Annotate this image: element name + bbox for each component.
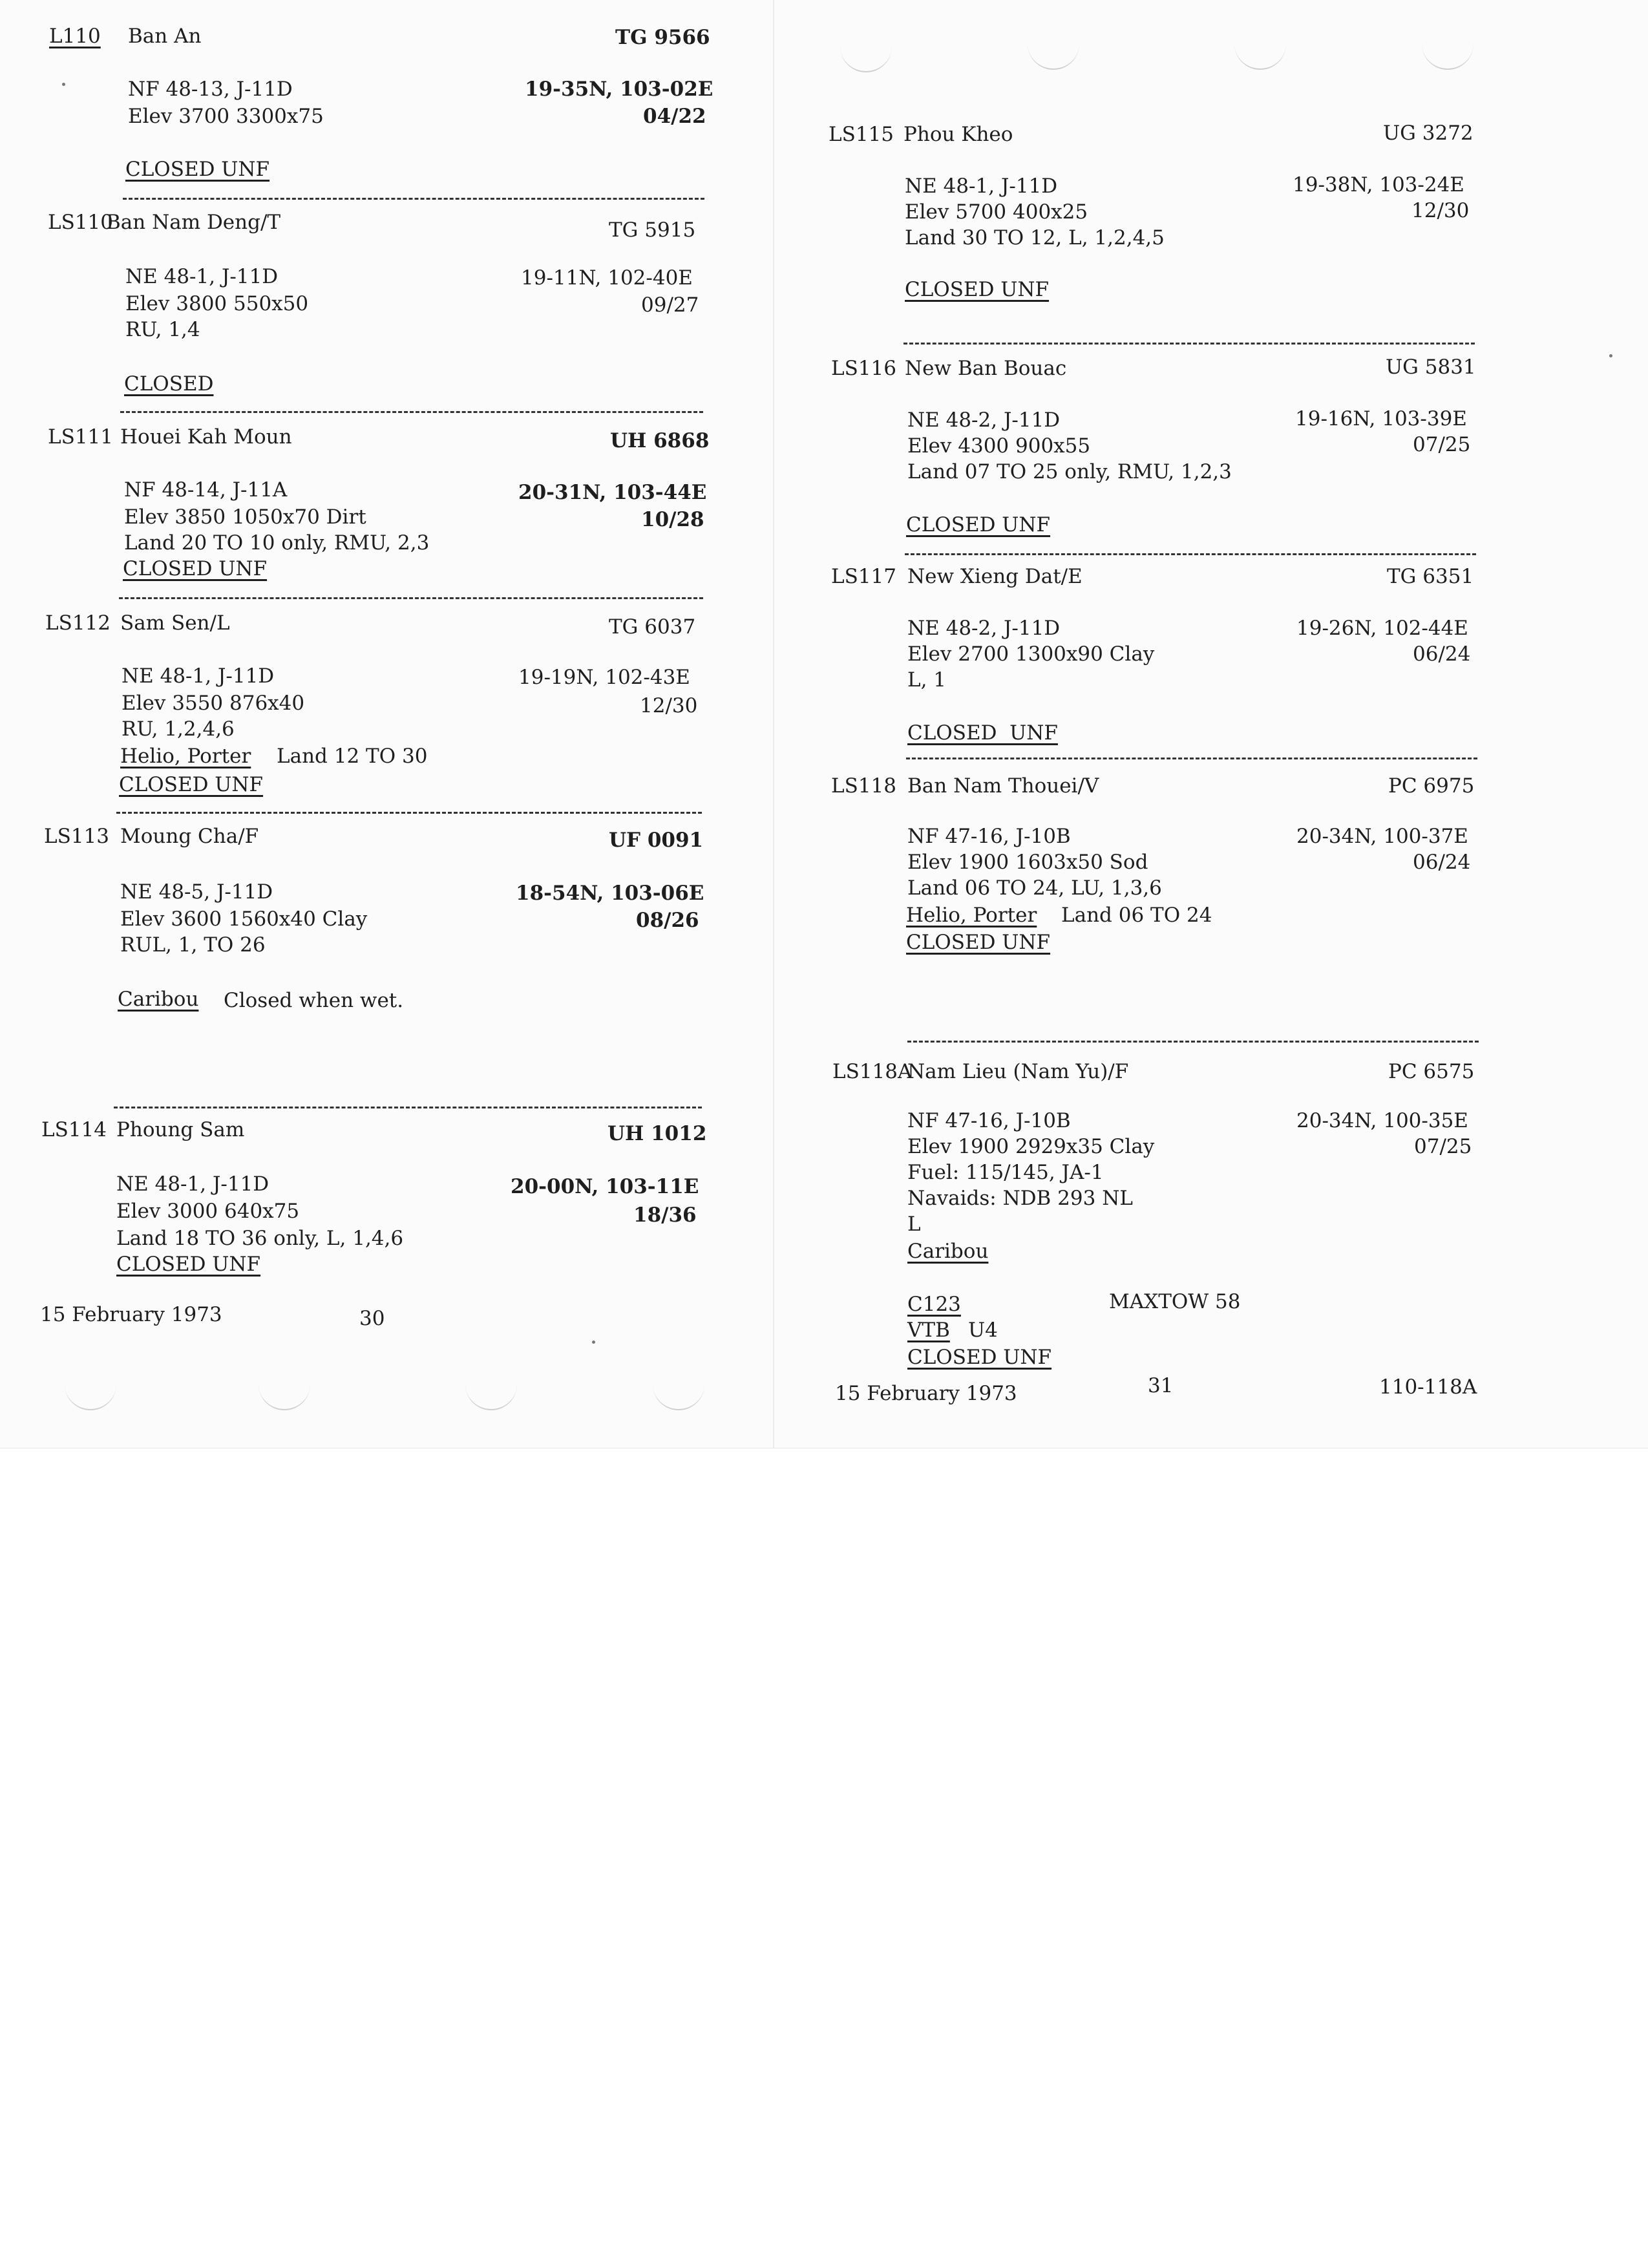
entry-aircraft-type-2: VTB xyxy=(907,1319,950,1342)
footer-date: 15 February 1973 xyxy=(835,1382,1017,1405)
entry-coords: 18-54N, 103-06E xyxy=(516,882,704,905)
entry-name: Phoung Sam xyxy=(116,1118,245,1141)
entry-remarks: RU, 1,2,4,6 xyxy=(121,717,235,741)
entry-elevation: Elev 1900 2929x35 Clay xyxy=(907,1135,1155,1158)
entry-name: Moung Cha/F xyxy=(120,825,259,848)
entry-name: Sam Sen/L xyxy=(120,611,230,635)
entry-status: CLOSED UNF xyxy=(905,278,1050,301)
scan-speck xyxy=(1609,354,1612,357)
entry-aircraft-type-3: U4 xyxy=(968,1319,998,1342)
entry-coords: 19-26N, 102-44E xyxy=(1296,617,1468,640)
entry-chart: NE 48-2, J-11D xyxy=(907,408,1061,432)
entry-id: LS113 xyxy=(44,825,109,848)
entry-coords: 19-35N, 103-02E xyxy=(525,78,713,101)
entry-elevation: Elev 3800 550x50 xyxy=(125,292,309,315)
entry-chart: NE 48-1, J-11D xyxy=(116,1172,269,1196)
entry-grid-ref: UH 6868 xyxy=(610,429,710,452)
entry-runway: 18/36 xyxy=(633,1203,697,1227)
footer-page-number: 30 xyxy=(359,1307,385,1330)
entry-coords: 20-34N, 100-35E xyxy=(1296,1109,1468,1132)
entry-name: New Xieng Dat/E xyxy=(907,565,1083,588)
entry-id: LS118A xyxy=(832,1060,913,1083)
entry-navaids: Navaids: NDB 293 NL xyxy=(907,1187,1133,1210)
entry-grid-ref: TG 6037 xyxy=(609,615,696,639)
entry-id: LS117 xyxy=(831,565,896,588)
entry-remarks: Land 07 TO 25 only, RMU, 1,2,3 xyxy=(907,460,1232,483)
entry-aircraft: Helio, Porter xyxy=(120,745,251,768)
entry-grid-ref: TG 6351 xyxy=(1387,565,1474,588)
entry-remarks: Land 18 TO 36 only, L, 1,4,6 xyxy=(116,1227,404,1250)
entry-coords: 20-34N, 100-37E xyxy=(1296,825,1468,848)
entry-name: New Ban Bouac xyxy=(905,357,1067,380)
left-page xyxy=(0,0,776,1448)
entry-id: LS112 xyxy=(45,611,111,635)
entry-status: CLOSED UNF xyxy=(907,1346,1052,1369)
entry-runway: 09/27 xyxy=(641,293,699,317)
entry-remarks: RU, 1,4 xyxy=(125,318,200,341)
scan-speck xyxy=(62,83,65,86)
entry-coords: 20-00N, 103-11E xyxy=(511,1175,699,1198)
entry-aircraft: Caribou xyxy=(118,988,199,1011)
entry-id: LS116 xyxy=(831,357,896,380)
footer-date: 15 February 1973 xyxy=(40,1303,222,1326)
entry-grid-ref: TG 5915 xyxy=(609,218,696,242)
entry-aircraft-type: C123 xyxy=(907,1293,961,1316)
entry-elevation: Elev 3550 876x40 xyxy=(121,692,305,715)
entry-chart: NF 48-13, J-11D xyxy=(128,78,293,101)
entry-chart: NE 48-1, J-11D xyxy=(905,175,1058,198)
entry-runway: 08/26 xyxy=(636,909,699,932)
entry-status: CLOSED UNF xyxy=(907,721,1058,745)
entry-grid-ref: PC 6575 xyxy=(1388,1060,1475,1083)
entry-runway: 07/25 xyxy=(1413,433,1471,456)
entry-ls118a xyxy=(776,0,1648,1390)
entry-elevation: Elev 1900 1603x50 Sod xyxy=(907,851,1148,874)
entry-runway: 07/25 xyxy=(1414,1135,1472,1158)
entry-ls114 xyxy=(0,0,776,1286)
entry-chart: NE 48-1, J-11D xyxy=(121,664,275,688)
entry-runway: 06/24 xyxy=(1413,642,1471,666)
footer-page-range: 110-118A xyxy=(1379,1375,1477,1399)
entry-grid-ref: PC 6975 xyxy=(1388,774,1475,798)
entry-chart: NF 47-16, J-10B xyxy=(907,825,1071,848)
entry-chart: NF 47-16, J-10B xyxy=(907,1109,1071,1132)
entry-elevation: Elev 3000 640x75 xyxy=(116,1200,300,1223)
entry-runway: 10/28 xyxy=(641,508,704,531)
entry-remarks: Land 20 TO 10 only, RMU, 2,3 xyxy=(124,531,430,555)
scan-speck xyxy=(592,1341,595,1344)
entry-maxtow: MAXTOW 58 xyxy=(1109,1290,1241,1313)
entry-elevation: Elev 3700 3300x75 xyxy=(128,105,324,128)
entry-name: Ban Nam Deng/T xyxy=(106,211,281,234)
entry-name: Phou Kheo xyxy=(903,123,1013,146)
entry-remarks: RUL, 1, TO 26 xyxy=(120,933,266,957)
entry-id: L110 xyxy=(49,25,101,48)
entry-grid-ref: UF 0091 xyxy=(609,829,704,852)
entry-status: CLOSED UNF xyxy=(123,557,268,580)
entry-elevation: Elev 3850 1050x70 Dirt xyxy=(124,505,366,529)
entry-name: Houei Kah Moun xyxy=(120,425,292,449)
entry-status: CLOSED UNF xyxy=(906,513,1051,536)
entry-elevation: Elev 4300 900x55 xyxy=(907,434,1091,458)
entry-status: CLOSED UNF xyxy=(125,158,270,181)
entry-coords: 19-19N, 102-43E xyxy=(518,666,690,689)
entry-aircraft-note: Land 06 TO 24 xyxy=(1061,904,1212,927)
entry-chart: NE 48-2, J-11D xyxy=(907,617,1061,640)
entry-id: LS114 xyxy=(41,1118,107,1141)
entry-grid-ref: TG 9566 xyxy=(615,26,710,49)
entry-runway: 12/30 xyxy=(1411,199,1470,222)
entry-coords: 20-31N, 103-44E xyxy=(518,481,707,504)
entry-remarks: L, 1 xyxy=(907,668,947,692)
entry-remarks: Land 06 TO 24, LU, 1,3,6 xyxy=(907,876,1162,900)
entry-runway: 06/24 xyxy=(1413,851,1471,874)
entry-id: LS115 xyxy=(829,123,894,146)
entry-coords: 19-38N, 103-24E xyxy=(1293,173,1464,196)
entry-chart: NE 48-1, J-11D xyxy=(125,265,279,288)
entry-chart: NE 48-5, J-11D xyxy=(120,880,273,904)
entry-coords: 19-11N, 102-40E xyxy=(521,266,693,290)
entry-grid-ref: UH 1012 xyxy=(607,1122,707,1145)
entry-status: CLOSED xyxy=(124,372,214,396)
entry-chart: NF 48-14, J-11A xyxy=(124,478,288,502)
entry-elevation: Elev 3600 1560x40 Clay xyxy=(120,907,368,931)
entry-aircraft: Caribou xyxy=(907,1240,989,1263)
entry-name: Ban An xyxy=(128,25,202,48)
entry-id: LS111 xyxy=(48,425,113,449)
entry-elevation: Elev 5700 400x25 xyxy=(905,200,1088,224)
entry-aircraft: Helio, Porter xyxy=(906,904,1037,927)
entry-runway: 04/22 xyxy=(643,105,706,128)
entry-remarks: Land 30 TO 12, L, 1,2,4,5 xyxy=(905,226,1165,249)
footer-page-number: 31 xyxy=(1148,1374,1174,1397)
entry-remarks: L xyxy=(907,1213,921,1236)
entry-status: CLOSED UNF xyxy=(906,931,1051,954)
entry-status: CLOSED UNF xyxy=(116,1253,261,1276)
entry-aircraft-note: Closed when wet. xyxy=(224,989,404,1012)
entry-name: Ban Nam Thouei/V xyxy=(907,774,1099,798)
entry-runway: 12/30 xyxy=(640,694,698,717)
entry-grid-ref: UG 5831 xyxy=(1386,355,1476,379)
entry-grid-ref: UG 3272 xyxy=(1383,122,1474,145)
entry-name: Nam Lieu (Nam Yu)/F xyxy=(907,1060,1129,1083)
right-page xyxy=(776,0,1648,1448)
entry-aircraft-note: Land 12 TO 30 xyxy=(277,745,428,768)
entry-fuel: Fuel: 115/145, JA-1 xyxy=(907,1161,1104,1184)
entry-coords: 19-16N, 103-39E xyxy=(1295,407,1467,430)
entry-id: LS118 xyxy=(831,774,896,798)
entry-elevation: Elev 2700 1300x90 Clay xyxy=(907,642,1155,666)
entry-id: LS110 xyxy=(48,211,113,234)
entry-status: CLOSED UNF xyxy=(119,773,264,796)
